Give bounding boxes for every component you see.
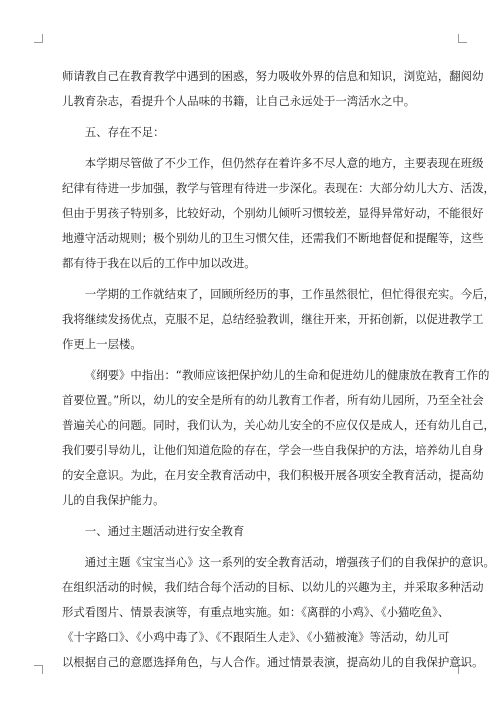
body-line: 在组织活动的时候，我们结合每个活动的目标、以幼儿的兴趣为主，并采取多种活动 [62,580,484,594]
crop-mark-bottom-left [34,665,43,674]
document-body [62,64,495,675]
body-line: 作更上一层楼。 [62,337,142,351]
crop-mark-top-right [458,34,467,43]
body-line: 以根据自己的意愿选择角色，与人合作。通过情景表演，提高幼儿的自我保护意识。 [62,655,484,669]
body-line: 本学期尽管做了不少工作，但仍然存在着许多不尽人意的地方，主要表现在班级 [84,156,484,170]
body-line: 普遍关心的问题。同时，我们认为，关心幼儿安全的不应仅仅是成人，还有幼儿自己， [62,418,495,432]
section-heading: 一、通过主题活动进行安全教育 [84,524,245,538]
body-line: 通过主题《宝宝当心》这一系列的安全教育活动，增强孩子们的自我保护的意识。 [84,555,495,569]
crop-mark-top-left [34,34,43,43]
body-line: 我们要引导幼儿，让他们知道危险的存在，学会一些自我保护的方法，培养幼儿自身 [62,443,484,457]
body-line: 儿教育杂志，看提升个人品味的书籍，让自己永远处于一湾活水之中。 [62,94,416,108]
body-line: 儿的自我保护能力。 [62,493,165,507]
body-line: 但由于男孩子特别多，比较好动，个别幼儿倾听习惯较差，显得异常好动，不能很好 [62,206,484,220]
section-heading: 五、存在不足： [84,125,165,139]
body-line: 首要位置。”所以，幼儿的安全是所有的幼儿教育工作者，所有幼儿园所，乃至全社会 [62,393,484,407]
body-line: 纪律有待进一步加强，教学与管理有待进一步深化。表现在：大部分幼儿大方、活泼， [62,181,495,195]
body-line: 一学期的工作就结束了，回顾所经历的事，工作虽然很忙，但忙得很充实。今后， [84,287,495,301]
body-line: 形式看图片、情景表演等，有重点地实施。如：《离群的小鸡》、《小猫吃鱼》、 [62,605,450,619]
body-line: 地遵守活动规则；极个别幼儿的卫生习惯欠佳，还需我们不断地督促和提醒等，这些 [62,231,484,245]
body-line: 的安全意识。为此，在月安全教育活动中，我们积极开展各项安全教育活动，提高幼 [62,468,484,482]
body-line: 《纲要》中指出：“教师应该把保护幼儿的生命和促进幼儿的健康放在教育工作的 [84,368,490,382]
body-line: 师请教自己在教育教学中遇到的困惑，努力吸收外界的信息和知识，浏览站，翻阅幼 [62,69,484,83]
body-line: 都有待于我在以后的工作中加以改进。 [62,256,256,270]
body-line: 我将继续发扬优点，克服不足，总结经验教训，继往开来，开拓创新，以促进教学工 [62,312,484,326]
body-line: 《十字路口》、《小鸡中毒了》、《不跟陌生人走》、《小猫被淹》等活动，幼儿可 [62,630,450,644]
